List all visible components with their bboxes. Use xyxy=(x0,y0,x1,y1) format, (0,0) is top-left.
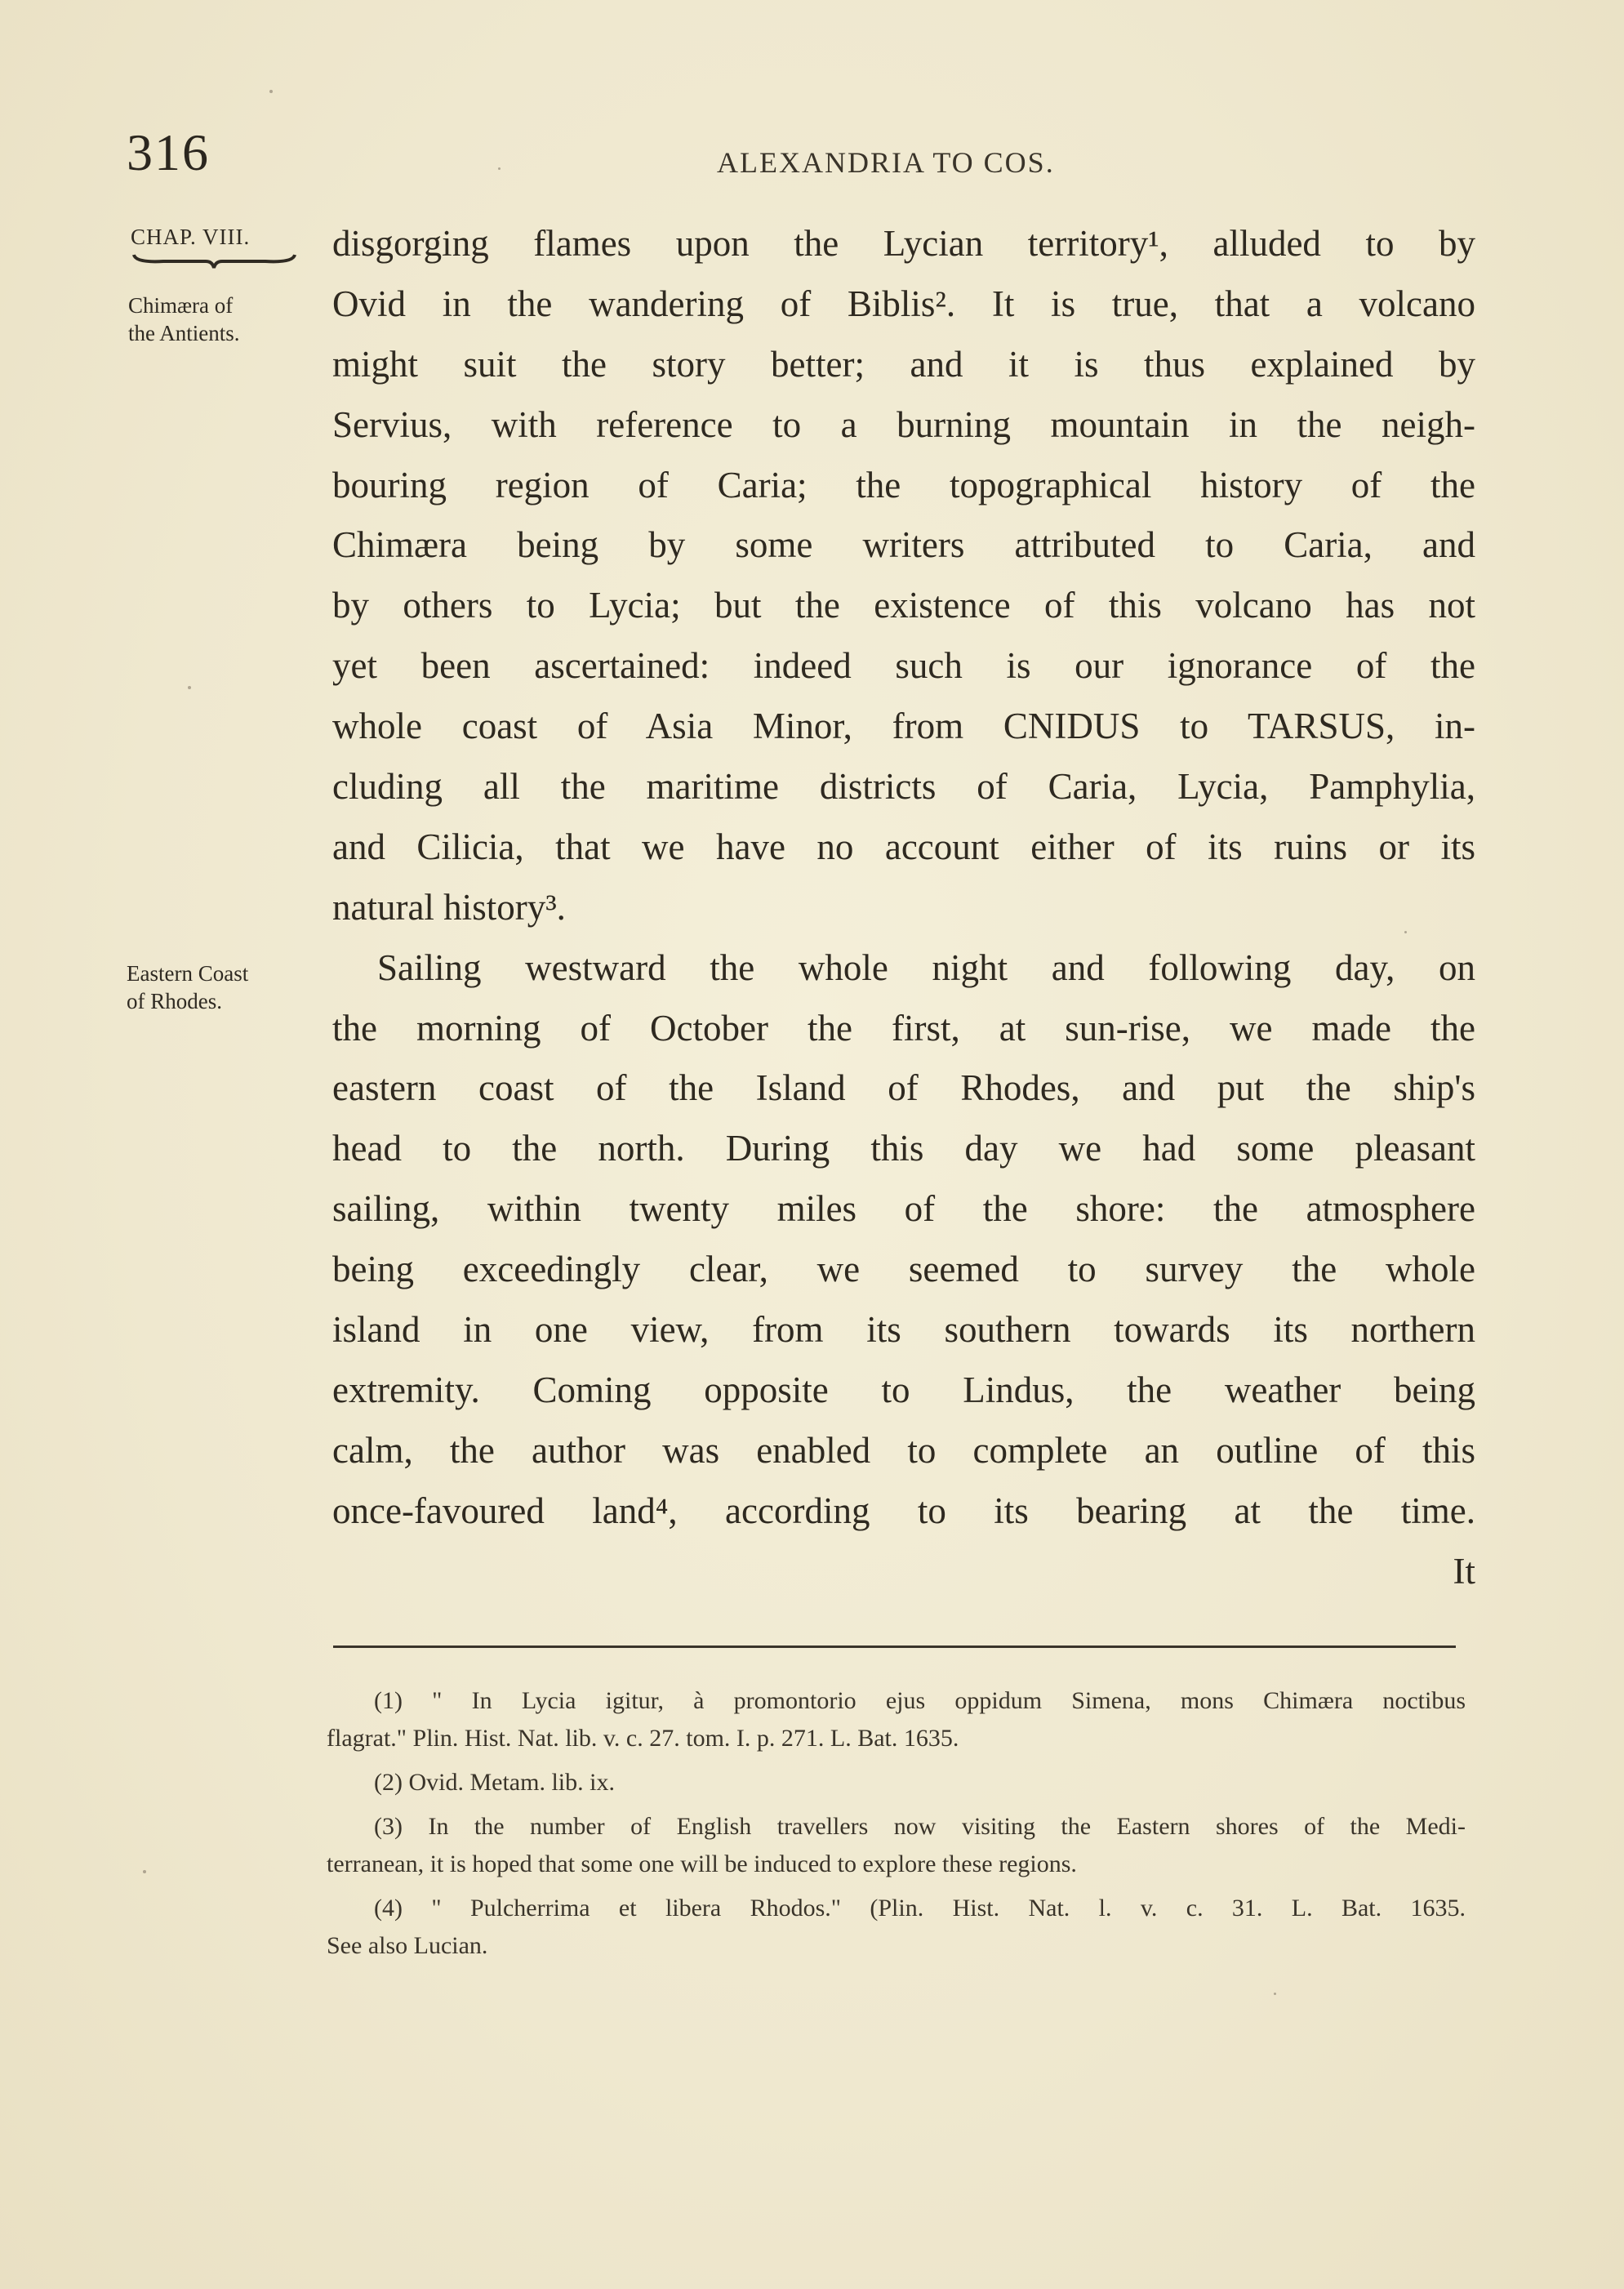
body-line: yet been ascertained: indeed such is our ignorance of the xyxy=(332,645,1475,687)
footnote-3-line: terranean, it is hoped that some one will be induced to explore these regions. xyxy=(327,1850,1077,1877)
body-line: and Cilicia, that we have no account either of its ruins or its xyxy=(332,826,1475,867)
margin-note-line: the Antients. xyxy=(128,321,240,345)
footnote-rule xyxy=(333,1645,1456,1648)
page-number: 316 xyxy=(127,123,210,181)
chapter-brace-ornament xyxy=(131,252,298,269)
margin-note-line: Chimæra of xyxy=(128,293,234,318)
footnotes xyxy=(327,1682,1466,1965)
paper-speck xyxy=(1274,1993,1276,1995)
body-line: Servius, with reference to a burning mountain in the neigh- xyxy=(332,403,1475,445)
body-line: Ovid in the wandering of Biblis². It is true, that a volcano xyxy=(332,283,1475,324)
margin-note-chimaera xyxy=(128,292,304,347)
body-line: natural history³. xyxy=(332,886,566,928)
catchword: It xyxy=(1453,1550,1475,1592)
body-line: cluding all the maritime districts of Caria, Lycia, Pamphylia, xyxy=(332,766,1475,808)
margin-note-line: of Rhodes. xyxy=(127,989,222,1013)
footnote-1-line: flagrat." Plin. Hist. Nat. lib. v. c. 27. tom. I. p. 271. L. Bat. 1635. xyxy=(327,1725,959,1752)
margin-note-line: Eastern Coast xyxy=(127,961,249,986)
footnote-3-line: (3) In the number of English travellers now visiting the Eastern shores of the Medi- xyxy=(374,1813,1466,1840)
body-line: eastern coast of the Island of Rhodes, and put the ship's xyxy=(332,1067,1475,1109)
body-line: extremity. Coming opposite to Lindus, the weather being xyxy=(332,1369,1475,1410)
body-line: whole coast of Asia Minor, from CNIDUS to TARSUS, in- xyxy=(332,706,1475,747)
body-line: once-favoured land⁴, according to its bearing at the time. xyxy=(332,1490,1475,1531)
body-line: might suit the story better; and it is thus explained by xyxy=(332,343,1475,385)
body-line: being exceedingly clear, we seemed to survey the whole xyxy=(332,1249,1475,1290)
running-title: ALEXANDRIA TO COS. xyxy=(717,146,1055,179)
paper-speck xyxy=(188,686,191,689)
margin-note-rhodes xyxy=(127,960,302,1015)
body-line: sailing, within twenty miles of the shore: the atmosphere xyxy=(332,1188,1475,1230)
chapter-marker xyxy=(131,225,302,269)
main-text xyxy=(332,214,1475,1601)
body-line: the morning of October the first, at sun-rise, we made the xyxy=(332,1007,1475,1049)
paper-speck xyxy=(1404,931,1407,933)
body-line: by others to Lycia; but the existence of this volcano has not xyxy=(332,585,1475,626)
body-line: Chimæra being by some writers attributed to Caria, and xyxy=(332,524,1475,566)
body-line: calm, the author was enabled to complete an outline of this xyxy=(332,1429,1475,1471)
paper-speck xyxy=(269,90,273,93)
footnote-1-line: (1) " In Lycia igitur, à promontorio ejus oppidum Simena, mons Chimæra noctibus xyxy=(374,1687,1466,1714)
footnote-4-line: (4) " Pulcherrima et libera Rhodos." (Plin. Hist. Nat. l. v. c. 31. L. Bat. 1635. xyxy=(374,1895,1466,1922)
footnote-gap xyxy=(327,1757,1466,1764)
paper-speck xyxy=(498,167,501,170)
body-line: Sailing westward the whole night and following day, on xyxy=(377,946,1475,988)
footnote-4-line: See also Lucian. xyxy=(327,1932,488,1959)
paper-speck xyxy=(143,1870,146,1873)
body-line: head to the north. During this day we had some pleasant xyxy=(332,1128,1475,1169)
chapter-label: CHAP. VIII. xyxy=(131,225,251,249)
footnote-2-line: (2) Ovid. Metam. lib. ix. xyxy=(374,1769,615,1796)
body-line: disgorging flames upon the Lycian territory¹, alluded to by xyxy=(332,223,1475,264)
body-line: bouring region of Caria; the topographical history of the xyxy=(332,464,1475,505)
footnote-gap xyxy=(327,1883,1466,1890)
footnote-gap xyxy=(327,1801,1466,1808)
body-line: island in one view, from its southern towards its northern xyxy=(332,1309,1475,1351)
